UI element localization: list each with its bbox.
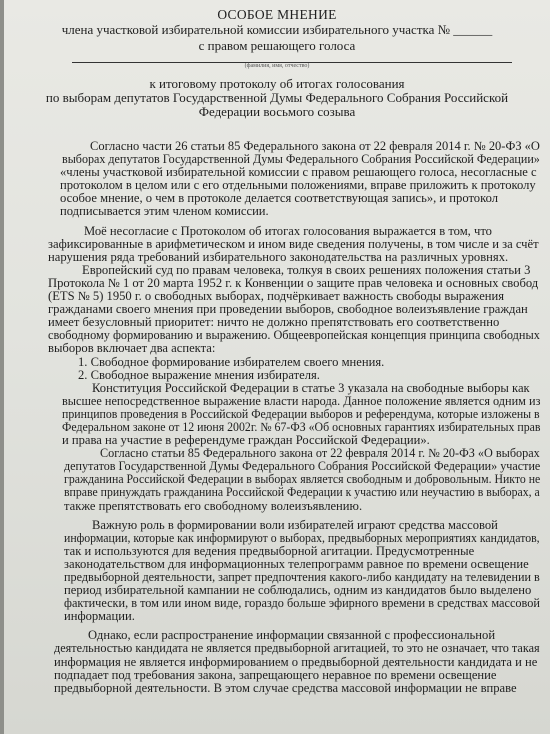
document-subtitle-line: с правом решающего голоса xyxy=(198,38,356,53)
document-body xyxy=(4,140,550,695)
text-line: Моё несогласие с Протоколом об итогах голосования выражается в том, что xyxy=(84,224,492,238)
text-line: также препятствовать его свободному волеизъявлению. xyxy=(64,499,363,513)
text-line: и права на участие в референдуме граждан Российской Федерации». xyxy=(62,434,430,448)
text-line: подписывается этим членом комиссии. xyxy=(60,205,269,219)
text-line: гражданами своего мнения при проведении выборов, свободное волеизъявление граждан xyxy=(48,303,528,317)
text-line: принципов проведения в Российской Федерации выборов и референдума, которые изложены в xyxy=(62,407,540,421)
text-line: Европейский суд по правам человека, толкуя в своих решениях положения статьи 3 xyxy=(82,263,531,277)
text-line: особое мнение, о чем в протоколе делается соответствующая запись», и протокол xyxy=(60,192,498,206)
text-line: выборах депутатов Государственной Думы Федерального Собрания Российской Федерации» xyxy=(62,153,540,167)
text-line: зафиксированные в арифметическом и ином виде сведения получены, в том числе и за счёт xyxy=(48,237,539,251)
text-line: предвыборной деятельности, запрет предпочтения какого-либо кандидату на телевидении в xyxy=(64,571,540,584)
text-line: информации, которые как информируют о выборах, предвыборных мероприятиях кандидатов, xyxy=(64,531,540,545)
text-line: нарушения ряда требований избирательного законодательства на различных уровнях. xyxy=(48,250,509,264)
text-line: свободному формированию и выражению. Общеевропейская концепция принципа свободных xyxy=(48,329,540,343)
text-line: Важную роль в формировании воли избирателей играют средства массовой xyxy=(92,518,498,532)
text-line: фактически, в том или ином виде, гораздо больше эфирного времени в средствах массовой xyxy=(64,597,540,611)
text-line: Федеральном законе от 12 июня 2002г. № 67-ФЗ «Об основных гарантиях избирательных прав xyxy=(62,420,541,434)
list-item: 2. Свободное выражение мнения избирателя. xyxy=(78,368,320,382)
text-line: имеет безусловный приоритет: ничто не должно препятствовать его соответственно xyxy=(48,316,500,330)
text-line: выборов включает два аспекта: xyxy=(48,342,216,356)
list-item: 1. Свободное формирование избирателем своего мнения. xyxy=(78,355,385,369)
text-line: информации. xyxy=(64,610,135,624)
text-line: гражданина Российской Федерации в выборах является свободным и добровольным. Никто не xyxy=(64,473,541,487)
text-line: Конституция Российской Федерации в статье 3 указала на свободные выборы как xyxy=(92,381,530,395)
protocol-reference-line: Федерации восьмого созыва xyxy=(198,104,356,119)
text-line: так и используются для ведения предвыборной агитации. Предусмотренные xyxy=(64,544,475,558)
text-line: Однако, если распространение информации связанной с профессиональной xyxy=(88,629,496,643)
text-line: деятельностью кандидата не является предвыборной агитацией, то это не означает, что такая xyxy=(54,642,540,656)
text-line: (ETS № 5) 1950 г. о свободных выборах, подчёркивает важность свободы выражения xyxy=(48,290,505,304)
text-line: Согласно статьи 85 Федерального закона от 22 февраля 2014 г. № 20-ФЗ «О выборах xyxy=(100,447,540,461)
document-title: ОСОБОЕ МНЕНИЕ xyxy=(217,7,337,22)
text-line: подпадает под требования закона, запрещающего неравное по времени освещение xyxy=(54,668,497,682)
text-line: вправе принуждать гражданина Российской Федерации к участию или неучастию в выборах, а xyxy=(64,486,540,500)
text-line: предвыборной деятельности. В этом случае средства массовой информации не вправе xyxy=(54,681,517,695)
text-line: «члены участковой избирательной комиссии с правом решающего голоса, несогласные с xyxy=(60,166,537,180)
text-line: законодательством для информационных телепрограмм равное по времени освещение xyxy=(64,557,529,571)
text-line: высшее непосредственное выражение власти народа. Данное положение является одним из xyxy=(62,394,541,408)
protocol-reference-line: по выборам депутатов Государственной Думы Федерального Собрания Российской xyxy=(45,90,509,105)
text-line: информация не является информированием о предвыборной деятельности кандидата и не xyxy=(54,655,538,669)
text-line: период избирательной кампании не соблюдались, одним из кандидатов было выделено xyxy=(64,584,532,598)
document-page xyxy=(4,0,550,734)
text-line: депутатов Государственной Думы Федерального Собрания Российской Федерации» участие xyxy=(64,460,541,474)
document-subtitle-line: члена участковой избирательной комиссии избирательного участка № ______ xyxy=(61,22,493,37)
name-hint: (фамилия, имя, отчество) xyxy=(244,63,310,69)
text-line: протоколом в целом или с его отдельными положениями, вправе приложить к протоколу xyxy=(60,179,536,193)
protocol-reference-line: к итоговому протоколу об итогах голосования xyxy=(149,76,405,91)
text-line: Согласно части 26 статьи 85 Федерального закона от 22 февраля 2014 г. № 20-ФЗ «О xyxy=(90,140,540,153)
text-line: Протокола № 1 от 20 марта 1952 г. к Конвенции о защите прав человека и основных свобод xyxy=(48,276,539,290)
